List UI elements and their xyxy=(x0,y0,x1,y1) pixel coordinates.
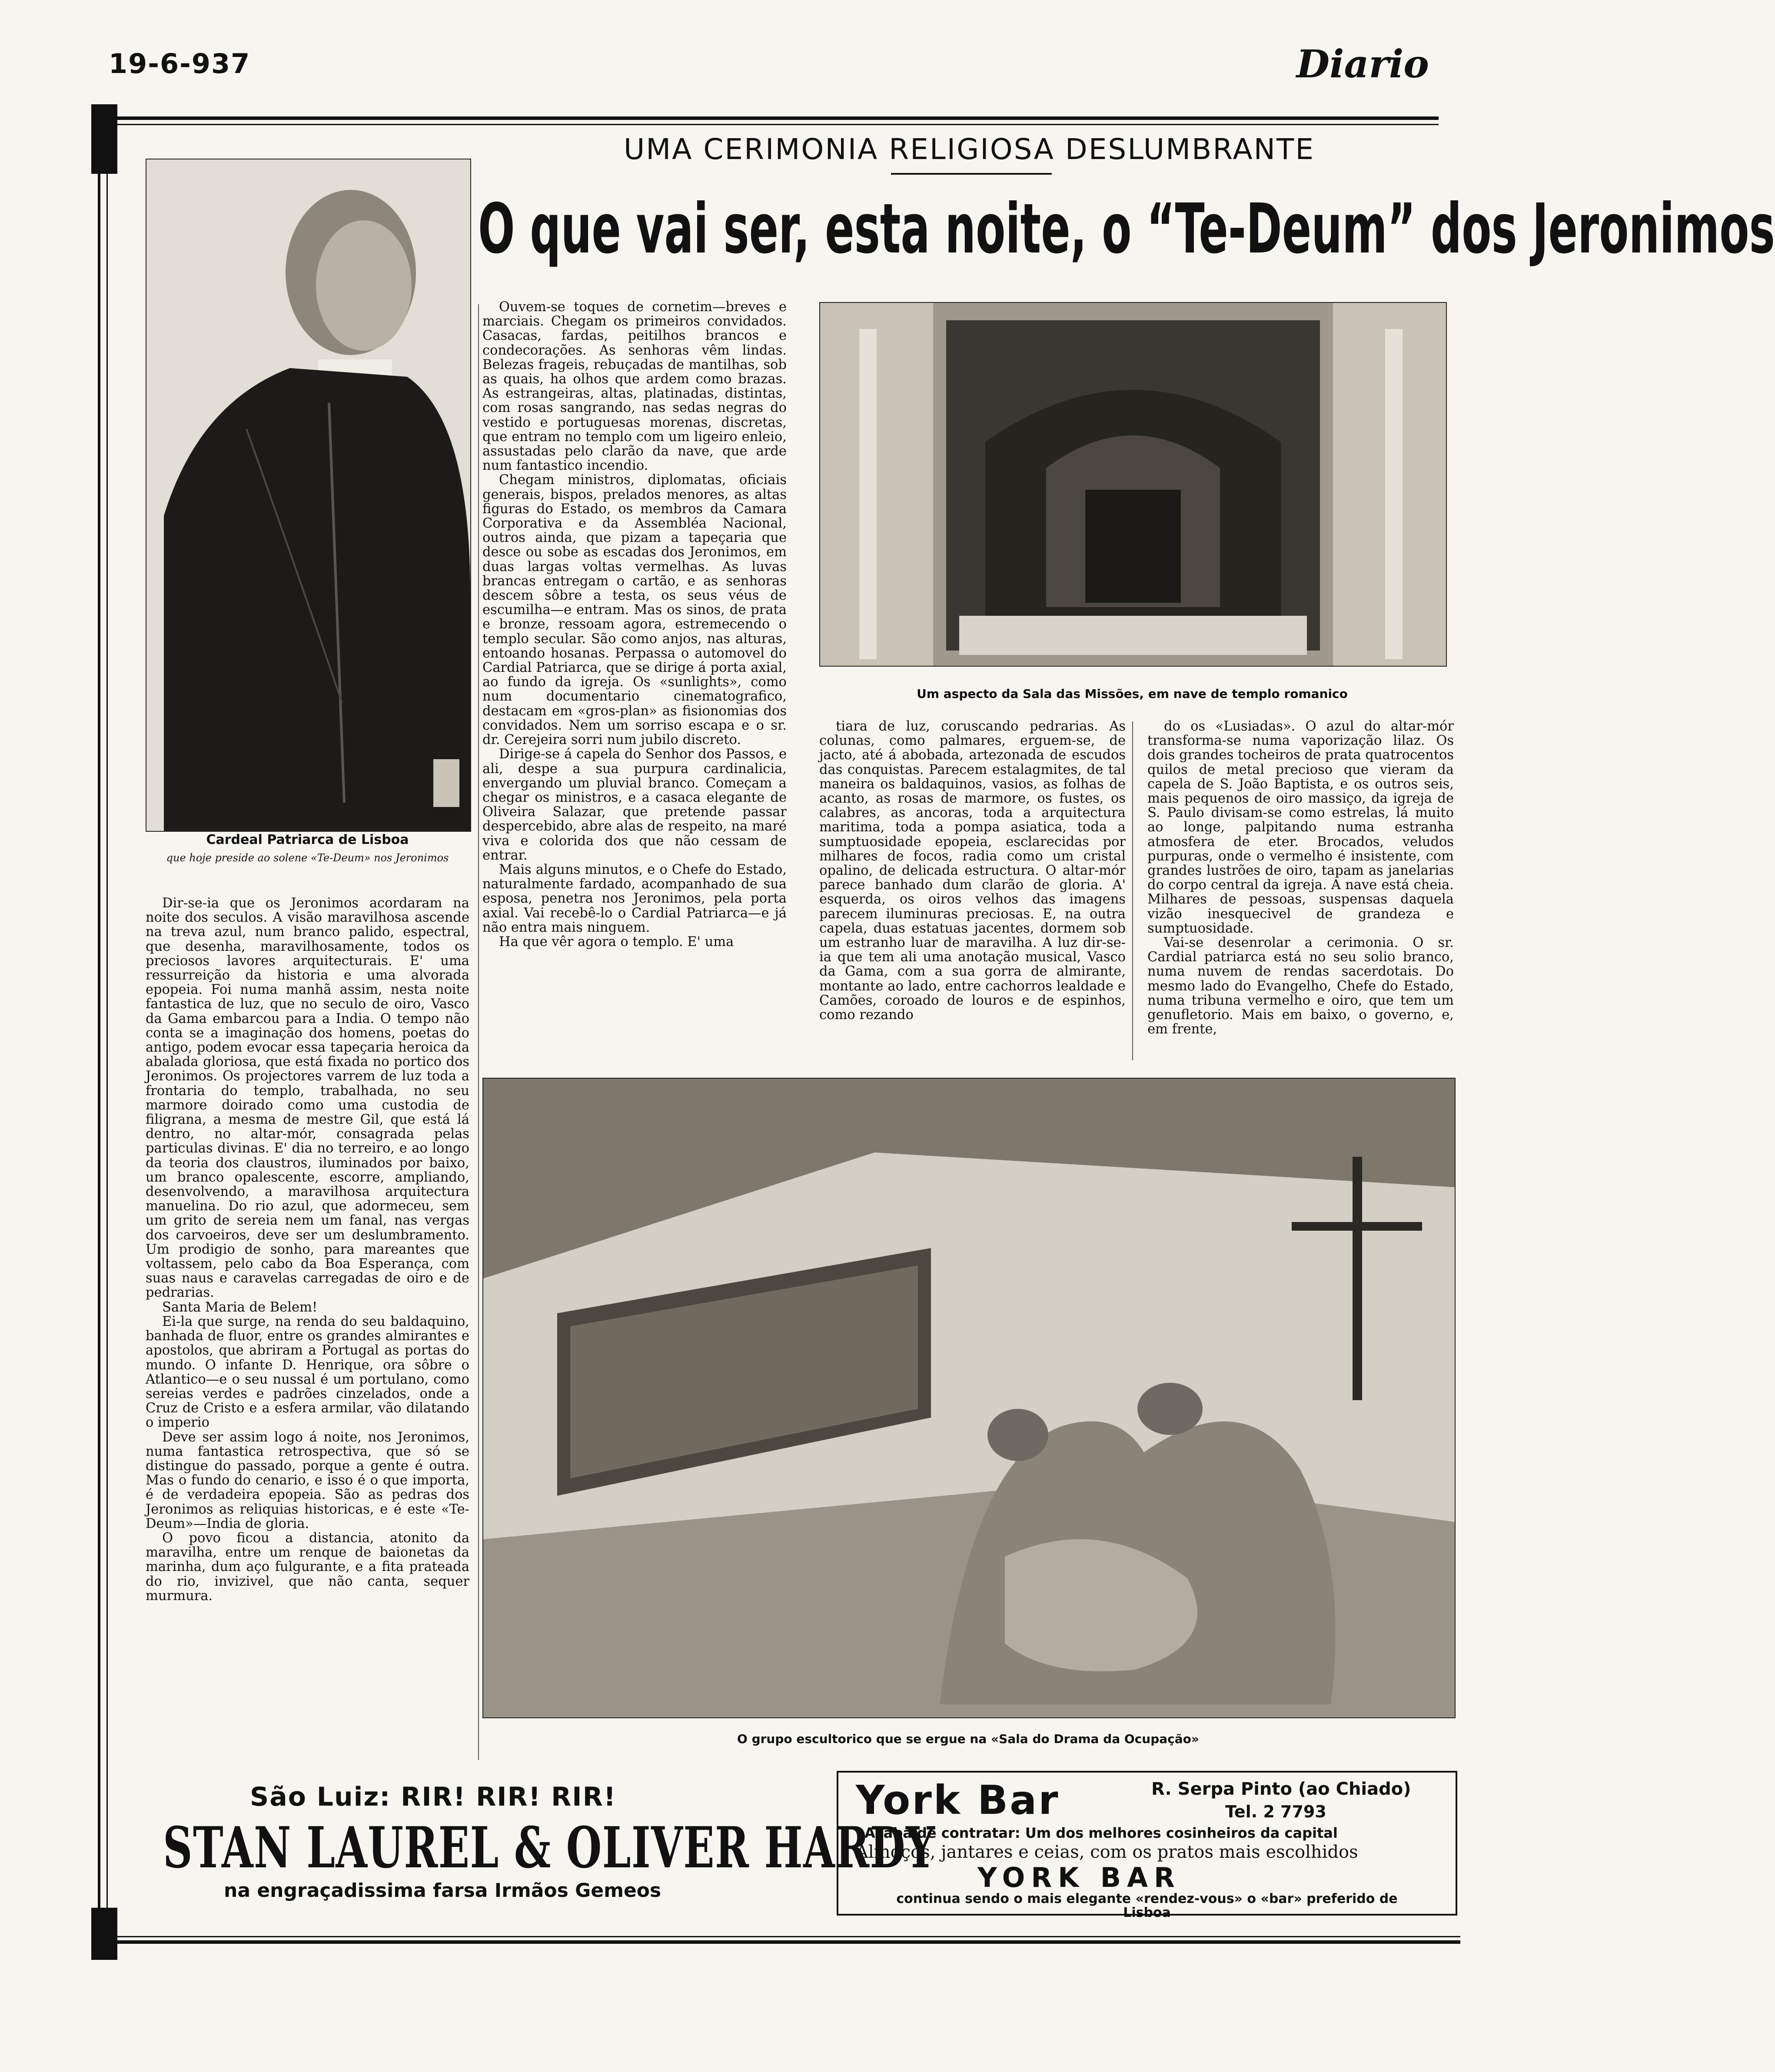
york-bar-name-repeat: YORK BAR xyxy=(977,1862,1181,1893)
article-headline: O que vai ser, esta noite, o “Te-Deum” dos Jeronimos xyxy=(478,189,1775,269)
corner-block-top xyxy=(91,104,117,174)
left-rule-inner xyxy=(106,174,108,1908)
york-bar-name: York Bar xyxy=(856,1777,1060,1823)
york-bar-address: R. Serpa Pinto (ao Chiado) xyxy=(1151,1779,1411,1799)
article-column-2 xyxy=(482,300,787,949)
col1-paragraph: Deve ser assim logo á noite, nos Jeronimos, numa fantastica retrospectiva, que só se distingue do passado, porque a gente é outra. Mas o fundo do cenario, e isso é o que importa, é de verdadeira epopeia. São as pedras dos Jeronimos as reliquias historicas, e é este «Te-Deum»—India de gloria. xyxy=(146,1429,469,1531)
york-bar-advert xyxy=(837,1771,1457,1920)
col1-paragraph: Santa Maria de Belem! xyxy=(162,1299,318,1315)
col2-paragraph: Ha que vêr agora o templo. E' uma xyxy=(499,934,734,950)
nave-illustration xyxy=(820,303,1446,666)
sala-do-drama-photo xyxy=(482,1078,1456,1718)
sala-das-missoes-photo xyxy=(819,302,1447,667)
portrait-caption-title: Cardeal Patriarca de Lisboa xyxy=(206,832,409,847)
article-column-3 xyxy=(819,719,1126,1022)
corner-block-bottom xyxy=(91,1908,117,1960)
col3-paragraph: tiara de luz, coruscando pedrarias. As colunas, como palmares, erguem-se, de jacto, até á abobada, artezonada de escudos das conquistas. Parecem estalagmites, de tal maneira os baldaquinos, vasios, as folhas de acanto, as rosas de marmore, os fustes, os calabres, as ancoras, toda a arquitectura maritima, toda a pompa asiatica, toda a sumptuosidade epopeia, esclarecidas por milhares de focos, radia como um cristal opalino, de delicada estructura. O altar-mór parece banhado dum clarão de gloria. A' esquerda, os oiros velhos das imagens parecem iluminuras preciosas. E, na outra capela, duas estatuas jacentes, dormem sob um estranho luar de maravilha. A luz dir-se-ia que tem ali uma anotação musical, Vasco da Gama, com a sua gorra de almirante, montante ao lado, entre cachorros lealdade e Camões, coroado de louros e de espinhos, como rezando xyxy=(819,719,1126,1023)
portrait-illustration xyxy=(146,159,470,831)
top-rule-thick xyxy=(91,116,1439,120)
article-column-4 xyxy=(1147,719,1454,1036)
top-rule-thin xyxy=(91,124,1439,125)
left-rule-outer xyxy=(98,174,100,1908)
cinema-ad-line-1: São Luiz: RIR! RIR! RIR! xyxy=(250,1782,617,1812)
portrait-caption-sub: que hoje preside ao solene «Te-Deum» nos Jeronimos xyxy=(166,852,449,864)
cinema-ad-line-3: na engraçadissima farsa Irmãos Gemeos xyxy=(224,1879,661,1902)
york-bar-line-1: Acaba de contratar: Um dos melhores cosinheiros da capital xyxy=(864,1825,1338,1841)
york-bar-phone: Tel. 2 7793 xyxy=(1225,1802,1326,1821)
sculpture-group-illustration xyxy=(483,1079,1455,1717)
article-kicker: UMA CERIMONIA RELIGIOSA DESLUMBRANTE xyxy=(623,133,1315,166)
article-column-1 xyxy=(146,896,469,1603)
col2-paragraph: Dirige-se á capela do Senhor dos Passos, e ali, despe a sua purpura cardinalicia, envergando um pluvial branco. Começam a chegar os ministros, e a casaca elegante de Oliveira Salazar, que pretende passar despercebido, abre alas de respeito, na maré viva e colorida dos que não cessam de entrar. xyxy=(482,747,787,863)
column-divider xyxy=(478,304,479,1760)
col4-paragraph: Vai-se desenrolar a cerimonia. O sr. Cardial patriarca está no seu solio branco, numa nuvem de rendas sacerdotais. Do mesmo lado do Evangelho, Chefe do Estado, numa tribuna vermelho e oiro, que tem um genufletorio. Mais em baixo, o governo, e, em frente, xyxy=(1147,935,1454,1037)
col2-paragraph: Ouvem-se toques de cornetim—breves e marciais. Chegam os primeiros convidados. Casacas, fardas, peitilhos brancos e condecorações. As senhoras vêm lindas. Belezas frageis, rebuçadas de mantilhas, sob as quais, ha olhos que ardem como brazas. As estrangeiras, altas, platinadas, distintas, com rosas sangrando, nas sedas negras do vestido e portuguesas morenas, discretas, que entram no templo com um ligeiro enleio, assustadas pelo clarão da nave, que arde num fantastico incendio. xyxy=(482,299,787,474)
bottom-rule-thin xyxy=(91,1936,1460,1937)
york-bar-line-2: Almoços, jantares e ceias, com os pratos mais escolhidos xyxy=(856,1842,1358,1862)
col2-paragraph: Chegam ministros, diplomatas, oficiais generais, bispos, prelados menores, as altas figuras do Estado, os membros da Camara Corporativa e da Assembléa Nacional, outros ainda, que pizam a tapeçaria que desce ou sobe as escadas dos Jeronimos, em duas largas voltas vermelhas. As luvas brancas entregam o cartão, e as senhoras descem sôbre a testa, os seus véus de escumilha—e entram. Mas os sinos, de prata e bronze, ressoam agora, estremecendo o templo secular. São como anjos, nas alturas, entoando hosanas. Perpassa o automovel do Cardial Patriarca, que se dirige á porta axial, ao fundo da igreja. Os «sunlights», como num documentario cinematografico, destacam em «gros-plan» as fisionomias dos convidados. Nem um sorriso escapa e o sr. dr. Cerejeira sorri num jubilo discreto. xyxy=(482,472,787,748)
cinema-ad-stars: STAN LAUREL & OLIVER HARDY xyxy=(163,1814,936,1881)
issue-date: 19-6-937 xyxy=(109,48,251,80)
col1-paragraph: Dir-se-ia que os Jeronimos acordaram na noite dos seculos. A visão maravilhosa ascende na treva azul, num branco palido, espectral, que desenha, maravilhosamente, todos os preciosos lavores arquitecturais. E' uma ressurreição da historia e uma alvorada epopeia. Foi numa manhã assim, nesta noite fantastica de luz, que no seculo de oiro, Vasco da Gama embarcou para a India. O tempo não conta se a imaginação dos homens, poetas do antigo, podem evocar essa tapeçaria heroica da abalada gloriosa, que está fixada no portico dos Jeronimos. Os projectores varrem de luz toda a frontaria do templo, trabalhada, no seu marmore doirado como uma custodia de filigrana, a mesma de mestre Gil, que está lá dentro, no altar-mór, consagrada pelas particulas divinas. E' dia no terreiro, e ao longo da teoria dos claustros, iluminados por baixo, um branco opalescente, escorre, ampliando, desenvolvendo, a maravilhosa arquitectura manuelina. Do rio azul, que adormeceu, sem um grito de sereia nem um fanal, nas vergas dos carvoeiros, deve ser um deslumbramento. Um prodigio de sonho, para mareantes que voltassem, pelo cabo da Boa Esperança, com suas naus e caravelas carregadas de oiro e de pedrarias. xyxy=(146,896,469,1301)
cardinal-portrait-photo xyxy=(146,159,471,832)
col1-paragraph: Ei-la que surge, na renda do seu baldaquino, banhada de fluor, entre os grandes almirantes e apostolos, que abriram a Portugal as portas do mundo. O infante D. Henrique, ora sôbre o Atlantico—e o seu nussal é um portulano, como sereias verdes e padrões cinzelados, onde a Cruz de Cristo e a esfera armilar, vão dilatando o imperio xyxy=(146,1314,469,1431)
sala-do-drama-caption: O grupo escultorico que se ergue na «Sala do Drama da Ocupação» xyxy=(737,1732,1199,1746)
col1-paragraph: O povo ficou a distancia, atonito da maravilha, entre um renque de baionetas da marinha, dum aço fulgurante, e a fita prateada do rio, invizivel, que não canta, sequer murmura. xyxy=(146,1530,469,1604)
bottom-rule-thick xyxy=(91,1940,1460,1944)
newspaper-masthead: Diario xyxy=(1296,41,1429,86)
kicker-underline xyxy=(891,173,1052,175)
col2-paragraph: Mais alguns minutos, e o Chefe do Estado, naturalmente fardado, acompanhado de sua esposa, penetra nos Jeronimos, pela porta axial. Vai recebê-lo o Cardial Patriarca—e já não entra mais ninguem. xyxy=(482,862,787,935)
sala-das-missoes-caption: Um aspecto da Sala das Missões, em nave de templo romanico xyxy=(917,687,1348,701)
column-divider xyxy=(1132,721,1133,1060)
york-bar-line-3: continua sendo o mais elegante «rendez-vous» o «bar» preferido de Lisboa xyxy=(896,1891,1398,1920)
col4-paragraph: do os «Lusiadas». O azul do altar-mór transforma-se numa vaporização lilaz. Os dois grandes tocheiros de prata quatrocentos quilos de metal precioso que vieram da capela de S. João Baptista, e os outros seis, mais pequenos de oiro massiço, da igreja de S. Paulo divisam-se como estrelas, lá muito ao longe, palpitando numa estranha atmosfera de eter. Brocados, veludos purpuras, onde o vermelho é insistente, com grandes lustrões de oiro, tapam as janelarias do corpo central da igreja. A nave está cheia. Milhares de pessoas, suspensas daquela vizão inesquecivel de grandeza e sumptuosidade. xyxy=(1147,719,1454,936)
cinema-advert xyxy=(159,1777,936,1912)
